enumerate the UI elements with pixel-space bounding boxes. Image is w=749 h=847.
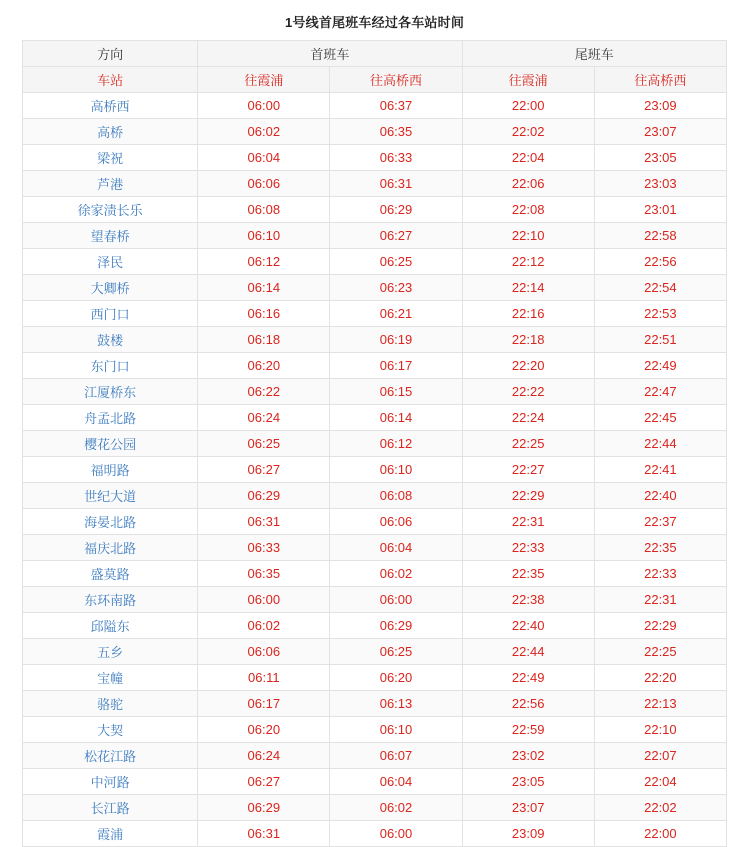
time-cell: 06:27 xyxy=(330,223,462,249)
page-title: 1号线首尾班车经过各车站时间 xyxy=(284,15,465,30)
station-name: 宝幢 xyxy=(23,665,198,691)
time-cell: 06:24 xyxy=(198,405,330,431)
time-cell: 06:25 xyxy=(330,639,462,665)
time-cell: 06:00 xyxy=(198,93,330,119)
time-cell: 22:59 xyxy=(462,717,594,743)
time-cell: 22:56 xyxy=(594,249,726,275)
time-cell: 06:02 xyxy=(198,613,330,639)
station-name: 徐家渍长乐 xyxy=(23,197,198,223)
time-cell: 06:04 xyxy=(330,535,462,561)
time-cell: 06:20 xyxy=(330,665,462,691)
station-name: 舟孟北路 xyxy=(23,405,198,431)
time-cell: 23:05 xyxy=(594,145,726,171)
time-cell: 22:24 xyxy=(462,405,594,431)
time-cell: 06:10 xyxy=(198,223,330,249)
table-row xyxy=(23,145,727,171)
time-cell: 22:00 xyxy=(462,93,594,119)
time-cell: 23:05 xyxy=(462,769,594,795)
station-name: 望春桥 xyxy=(23,223,198,249)
time-cell: 22:44 xyxy=(594,431,726,457)
time-cell: 22:29 xyxy=(594,613,726,639)
time-cell: 22:45 xyxy=(594,405,726,431)
time-cell: 06:35 xyxy=(198,561,330,587)
time-cell: 06:08 xyxy=(198,197,330,223)
station-name: 盛莫路 xyxy=(23,561,198,587)
station-name: 高桥西 xyxy=(23,93,198,119)
time-cell: 06:00 xyxy=(330,587,462,613)
time-cell: 22:10 xyxy=(594,717,726,743)
time-cell: 22:56 xyxy=(462,691,594,717)
time-cell: 22:54 xyxy=(594,275,726,301)
time-cell: 23:07 xyxy=(462,795,594,821)
time-cell: 22:29 xyxy=(462,483,594,509)
time-cell: 22:02 xyxy=(462,119,594,145)
time-cell: 06:17 xyxy=(330,353,462,379)
station-name: 江厦桥东 xyxy=(23,379,198,405)
table-row xyxy=(23,171,727,197)
time-cell: 06:11 xyxy=(198,665,330,691)
time-cell: 22:31 xyxy=(462,509,594,535)
table-row xyxy=(23,587,727,613)
station-name: 海晏北路 xyxy=(23,509,198,535)
table-row xyxy=(23,119,727,145)
time-cell: 22:58 xyxy=(594,223,726,249)
table-row xyxy=(23,431,727,457)
station-name: 梁祝 xyxy=(23,145,198,171)
table-row xyxy=(23,769,727,795)
time-cell: 06:16 xyxy=(198,301,330,327)
table-row xyxy=(23,249,727,275)
time-cell: 06:17 xyxy=(198,691,330,717)
station-name: 芦港 xyxy=(23,171,198,197)
time-cell: 06:14 xyxy=(198,275,330,301)
time-cell: 22:35 xyxy=(594,535,726,561)
time-cell: 22:12 xyxy=(462,249,594,275)
table-row xyxy=(23,561,727,587)
time-cell: 22:37 xyxy=(594,509,726,535)
table-row xyxy=(23,223,727,249)
time-cell: 22:04 xyxy=(594,769,726,795)
table-row xyxy=(23,743,727,769)
time-cell: 22:40 xyxy=(462,613,594,639)
time-cell: 06:21 xyxy=(330,301,462,327)
table-row xyxy=(23,639,727,665)
station-name: 樱花公园 xyxy=(23,431,198,457)
time-cell: 06:06 xyxy=(198,171,330,197)
time-cell: 22:14 xyxy=(462,275,594,301)
time-cell: 22:35 xyxy=(462,561,594,587)
station-name: 东门口 xyxy=(23,353,198,379)
station-name: 松花江路 xyxy=(23,743,198,769)
time-cell: 06:20 xyxy=(198,353,330,379)
time-cell: 06:13 xyxy=(330,691,462,717)
time-cell: 06:37 xyxy=(330,93,462,119)
time-cell: 06:08 xyxy=(330,483,462,509)
time-cell: 22:51 xyxy=(594,327,726,353)
table-row xyxy=(23,405,727,431)
header-last-to-xiapu: 往霞浦 xyxy=(462,67,594,93)
time-cell: 06:31 xyxy=(330,171,462,197)
time-cell: 23:01 xyxy=(594,197,726,223)
table-row xyxy=(23,535,727,561)
time-cell: 06:35 xyxy=(330,119,462,145)
time-cell: 23:09 xyxy=(594,93,726,119)
time-cell: 06:29 xyxy=(198,795,330,821)
time-cell: 06:24 xyxy=(198,743,330,769)
table-row xyxy=(23,301,727,327)
time-cell: 22:40 xyxy=(594,483,726,509)
table-row xyxy=(23,795,727,821)
table-row xyxy=(23,483,727,509)
time-cell: 06:25 xyxy=(330,249,462,275)
station-name: 鼓楼 xyxy=(23,327,198,353)
station-name: 五乡 xyxy=(23,639,198,665)
header-direction: 方向 xyxy=(23,41,198,67)
time-cell: 22:10 xyxy=(462,223,594,249)
header-first-train: 首班车 xyxy=(198,41,462,67)
station-name: 大契 xyxy=(23,717,198,743)
station-name: 大卿桥 xyxy=(23,275,198,301)
time-cell: 06:22 xyxy=(198,379,330,405)
time-cell: 06:02 xyxy=(198,119,330,145)
time-cell: 22:00 xyxy=(594,821,726,847)
table-row xyxy=(23,457,727,483)
time-cell: 06:10 xyxy=(330,717,462,743)
header-first-to-gaoqiaoxi: 往高桥西 xyxy=(330,67,462,93)
time-cell: 06:02 xyxy=(330,561,462,587)
time-cell: 22:47 xyxy=(594,379,726,405)
station-name: 世纪大道 xyxy=(23,483,198,509)
time-cell: 22:06 xyxy=(462,171,594,197)
table-row xyxy=(23,717,727,743)
table-row xyxy=(23,379,727,405)
time-cell: 06:06 xyxy=(330,509,462,535)
time-cell: 06:00 xyxy=(198,587,330,613)
header-last-train: 尾班车 xyxy=(462,41,726,67)
time-cell: 22:49 xyxy=(462,665,594,691)
time-cell: 22:22 xyxy=(462,379,594,405)
time-cell: 06:29 xyxy=(330,197,462,223)
table-row xyxy=(23,275,727,301)
time-cell: 22:31 xyxy=(594,587,726,613)
table-row xyxy=(23,665,727,691)
time-cell: 22:13 xyxy=(594,691,726,717)
header-first-to-xiapu: 往霞浦 xyxy=(198,67,330,93)
time-cell: 06:15 xyxy=(330,379,462,405)
time-cell: 22:07 xyxy=(594,743,726,769)
station-name: 邱隘东 xyxy=(23,613,198,639)
time-cell: 06:33 xyxy=(198,535,330,561)
table-row xyxy=(23,509,727,535)
station-name: 东环南路 xyxy=(23,587,198,613)
header-last-to-gaoqiaoxi: 往高桥西 xyxy=(594,67,726,93)
time-cell: 22:20 xyxy=(462,353,594,379)
time-cell: 06:23 xyxy=(330,275,462,301)
station-name: 西门口 xyxy=(23,301,198,327)
table-row xyxy=(23,93,727,119)
time-cell: 06:02 xyxy=(330,795,462,821)
time-cell: 06:06 xyxy=(198,639,330,665)
time-cell: 23:02 xyxy=(462,743,594,769)
time-cell: 06:04 xyxy=(198,145,330,171)
time-cell: 06:12 xyxy=(198,249,330,275)
time-cell: 22:49 xyxy=(594,353,726,379)
time-cell: 22:53 xyxy=(594,301,726,327)
time-cell: 06:18 xyxy=(198,327,330,353)
time-cell: 22:41 xyxy=(594,457,726,483)
table-row xyxy=(23,691,727,717)
table-header xyxy=(23,41,727,93)
station-name: 泽民 xyxy=(23,249,198,275)
time-cell: 22:33 xyxy=(462,535,594,561)
time-cell: 22:44 xyxy=(462,639,594,665)
station-name: 长江路 xyxy=(23,795,198,821)
time-cell: 06:04 xyxy=(330,769,462,795)
table-row xyxy=(23,613,727,639)
time-cell: 06:12 xyxy=(330,431,462,457)
header-row-groups xyxy=(23,41,727,67)
time-cell: 22:38 xyxy=(462,587,594,613)
time-cell: 06:27 xyxy=(198,769,330,795)
table-row xyxy=(23,197,727,223)
time-cell: 23:09 xyxy=(462,821,594,847)
table-row xyxy=(23,327,727,353)
time-cell: 06:33 xyxy=(330,145,462,171)
time-cell: 22:20 xyxy=(594,665,726,691)
timetable xyxy=(22,40,727,847)
table-row xyxy=(23,821,727,847)
header-station: 车站 xyxy=(23,67,198,93)
time-cell: 06:00 xyxy=(330,821,462,847)
table-body xyxy=(23,93,727,847)
station-name: 福庆北路 xyxy=(23,535,198,561)
time-cell: 22:27 xyxy=(462,457,594,483)
time-cell: 06:29 xyxy=(198,483,330,509)
time-cell: 06:19 xyxy=(330,327,462,353)
time-cell: 22:02 xyxy=(594,795,726,821)
time-cell: 06:10 xyxy=(330,457,462,483)
table-row xyxy=(23,353,727,379)
station-name: 高桥 xyxy=(23,119,198,145)
station-name: 骆驼 xyxy=(23,691,198,717)
header-row-columns xyxy=(23,67,727,93)
time-cell: 22:16 xyxy=(462,301,594,327)
station-name: 霞浦 xyxy=(23,821,198,847)
time-cell: 06:25 xyxy=(198,431,330,457)
time-cell: 23:07 xyxy=(594,119,726,145)
time-cell: 06:27 xyxy=(198,457,330,483)
station-name: 中河路 xyxy=(23,769,198,795)
time-cell: 22:25 xyxy=(462,431,594,457)
time-cell: 22:33 xyxy=(594,561,726,587)
time-cell: 06:07 xyxy=(330,743,462,769)
time-cell: 06:31 xyxy=(198,509,330,535)
time-cell: 22:25 xyxy=(594,639,726,665)
time-cell: 06:20 xyxy=(198,717,330,743)
time-cell: 06:14 xyxy=(330,405,462,431)
time-cell: 06:29 xyxy=(330,613,462,639)
time-cell: 22:04 xyxy=(462,145,594,171)
time-cell: 06:31 xyxy=(198,821,330,847)
station-name: 福明路 xyxy=(23,457,198,483)
time-cell: 22:08 xyxy=(462,197,594,223)
time-cell: 22:18 xyxy=(462,327,594,353)
time-cell: 23:03 xyxy=(594,171,726,197)
